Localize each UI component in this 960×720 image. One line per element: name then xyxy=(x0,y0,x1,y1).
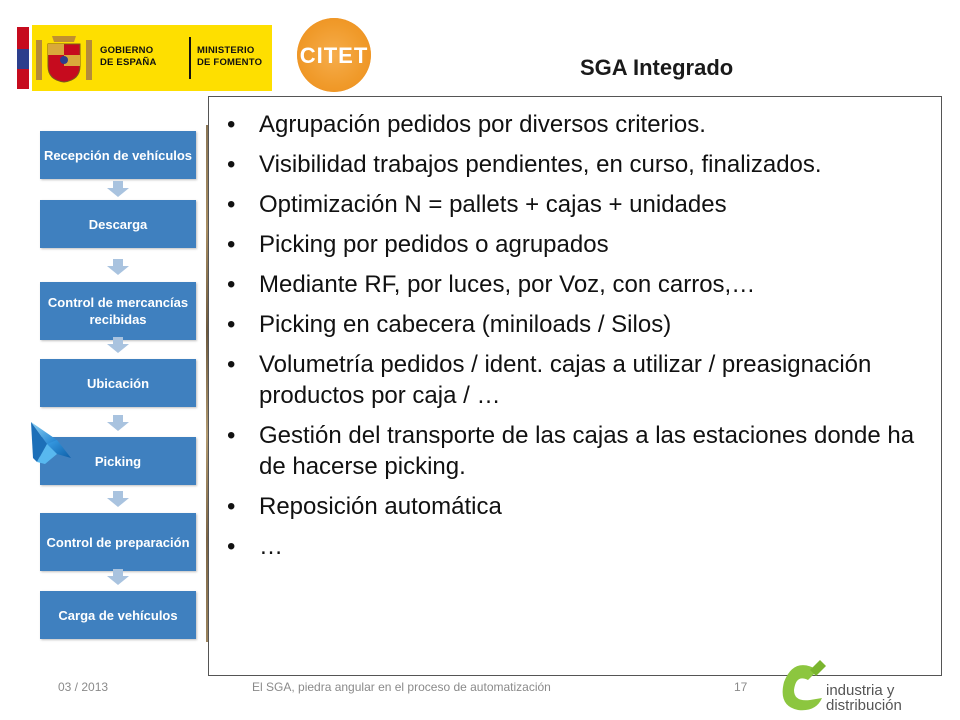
ministerio-text: MINISTERIO DE FOMENTO xyxy=(197,45,263,68)
bullet-item xyxy=(223,109,931,140)
bullet-text: Reposición automática xyxy=(259,493,502,520)
bullet-glyph: • xyxy=(227,493,236,520)
flow-arrow-icon xyxy=(107,415,129,431)
flow-step-control-mercancias: Control de mercancías recibidas xyxy=(40,282,196,340)
flow-step-descarga: Descarga xyxy=(40,200,196,248)
footer-title: El SGA, piedra angular en el proceso de automatización xyxy=(252,680,551,694)
bullet-glyph: • xyxy=(227,111,236,138)
bullet-text: Optimización N = pallets + cajas + unidades xyxy=(259,191,727,218)
flow-step-control-preparacion: Control de preparación xyxy=(40,513,196,571)
bullet-glyph: • xyxy=(227,271,236,298)
gobierno-espana-logo xyxy=(14,25,272,91)
flow-arrow-icon xyxy=(107,569,129,585)
slide-title: SGA Integrado xyxy=(580,55,734,80)
bullet-glyph: • xyxy=(227,191,236,218)
bullet-text: Mediante RF, por luces, por Voz, con carros,… xyxy=(259,271,756,298)
bullet-glyph: • xyxy=(227,151,236,178)
gobierno-text: GOBIERNO DE ESPAÑA xyxy=(100,45,157,68)
flow-step-picking: Picking xyxy=(40,437,196,485)
bullet-glyph: • xyxy=(227,231,236,258)
content-box xyxy=(208,96,942,676)
bullet-item xyxy=(223,531,931,562)
bullet-item xyxy=(223,189,931,220)
pointer-arrow-icon xyxy=(27,418,75,468)
flow-step-carga: Carga de vehículos xyxy=(40,591,196,639)
logo-divider xyxy=(189,37,191,79)
bullet-item xyxy=(223,229,931,260)
citet-logo xyxy=(297,18,371,92)
bullet-text: Agrupación pedidos por diversos criterios. xyxy=(259,111,706,138)
coat-of-arms-icon xyxy=(34,32,94,84)
bullet-item xyxy=(223,269,931,300)
bullet-text: Volumetría pedidos / ident. cajas a utilizar / preasignación productos por caja / … xyxy=(259,351,872,409)
bullet-text: Picking por pedidos o agrupados xyxy=(259,231,609,258)
flow-arrow-icon xyxy=(107,259,129,275)
industria-distribucion-text: industria y distribución xyxy=(826,682,902,714)
bullet-item xyxy=(223,491,931,522)
bullet-item xyxy=(223,420,931,482)
flow-step-recepcion: Recepción de vehículos xyxy=(40,131,196,179)
flow-arrow-icon xyxy=(107,337,129,353)
bullet-glyph: • xyxy=(227,533,236,560)
bullet-glyph: • xyxy=(227,422,236,449)
citet-logo-text: CITET xyxy=(299,43,369,68)
flow-arrow-icon xyxy=(107,491,129,507)
flow-arrow-icon xyxy=(107,181,129,197)
bullet-text: … xyxy=(259,533,283,560)
bullet-text: Picking en cabecera (miniloads / Silos) xyxy=(259,311,672,338)
footer-date: 03 / 2013 xyxy=(58,680,109,694)
bullet-item xyxy=(223,349,931,411)
bullet-list xyxy=(223,109,931,571)
bullet-item xyxy=(223,309,931,340)
eu-flag-icon xyxy=(14,25,32,91)
bullet-glyph: • xyxy=(227,311,236,338)
flow-step-ubicacion: Ubicación xyxy=(40,359,196,407)
bullet-item xyxy=(223,149,931,180)
page-number: 17 xyxy=(734,680,748,694)
bullet-text: Gestión del transporte de las cajas a las estaciones donde ha de hacerse picking. xyxy=(259,422,915,480)
bullet-text: Visibilidad trabajos pendientes, en curso, finalizados. xyxy=(259,151,822,178)
bullet-glyph: • xyxy=(227,351,236,378)
